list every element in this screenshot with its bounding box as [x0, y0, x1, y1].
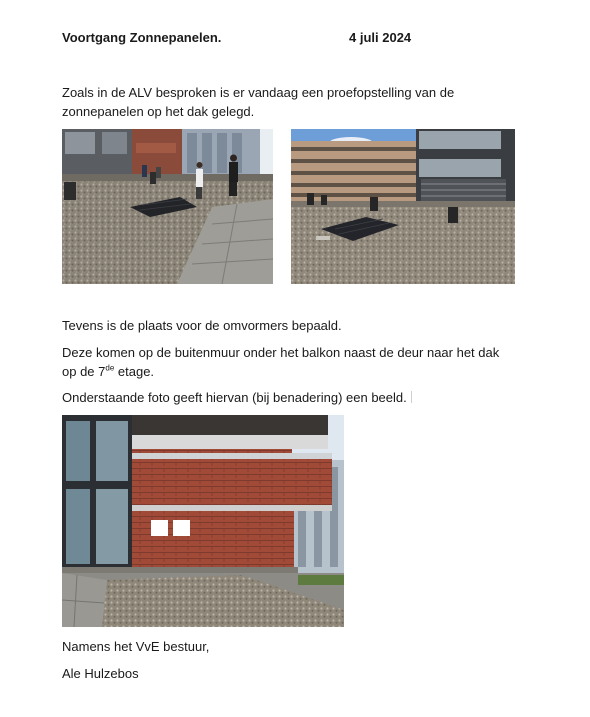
photo-roof-panel [291, 129, 515, 284]
paragraph-omvormers-plaats: Tevens is de plaats voor de omvormers bepaald. [62, 318, 342, 333]
paragraph-buitenmuur [62, 343, 532, 381]
text-cursor-mark [411, 391, 412, 403]
signature-name: Ale Hulzebos [62, 666, 139, 681]
document-date: 4 juli 2024 [349, 30, 412, 45]
photo-brick-wall [62, 415, 344, 627]
signature-closing: Namens het VvE bestuur, [62, 639, 210, 654]
photo-roof-people [62, 129, 273, 284]
intro-line-2: zonnepanelen op het dak gelegd. [62, 104, 255, 119]
document-title: Voortgang Zonnepanelen. [62, 30, 222, 45]
buitenmuur-line-1: Deze komen op de buitenmuur onder het balkon naast de deur naar het dak [62, 345, 500, 360]
buitenmuur-line-2: op de 7de etage. [62, 363, 155, 379]
omvormer-placeholder-2 [173, 520, 190, 536]
intro-line-1: Zoals in de ALV besproken is er vandaag een proefopstelling van de [62, 85, 455, 100]
omvormer-placeholder-1 [151, 520, 168, 536]
paragraph-onderstaande-foto: Onderstaande foto geeft hiervan (bij benadering) een beeld. [62, 388, 532, 407]
intro-paragraph [62, 83, 532, 121]
superscript-de: de [105, 363, 115, 373]
